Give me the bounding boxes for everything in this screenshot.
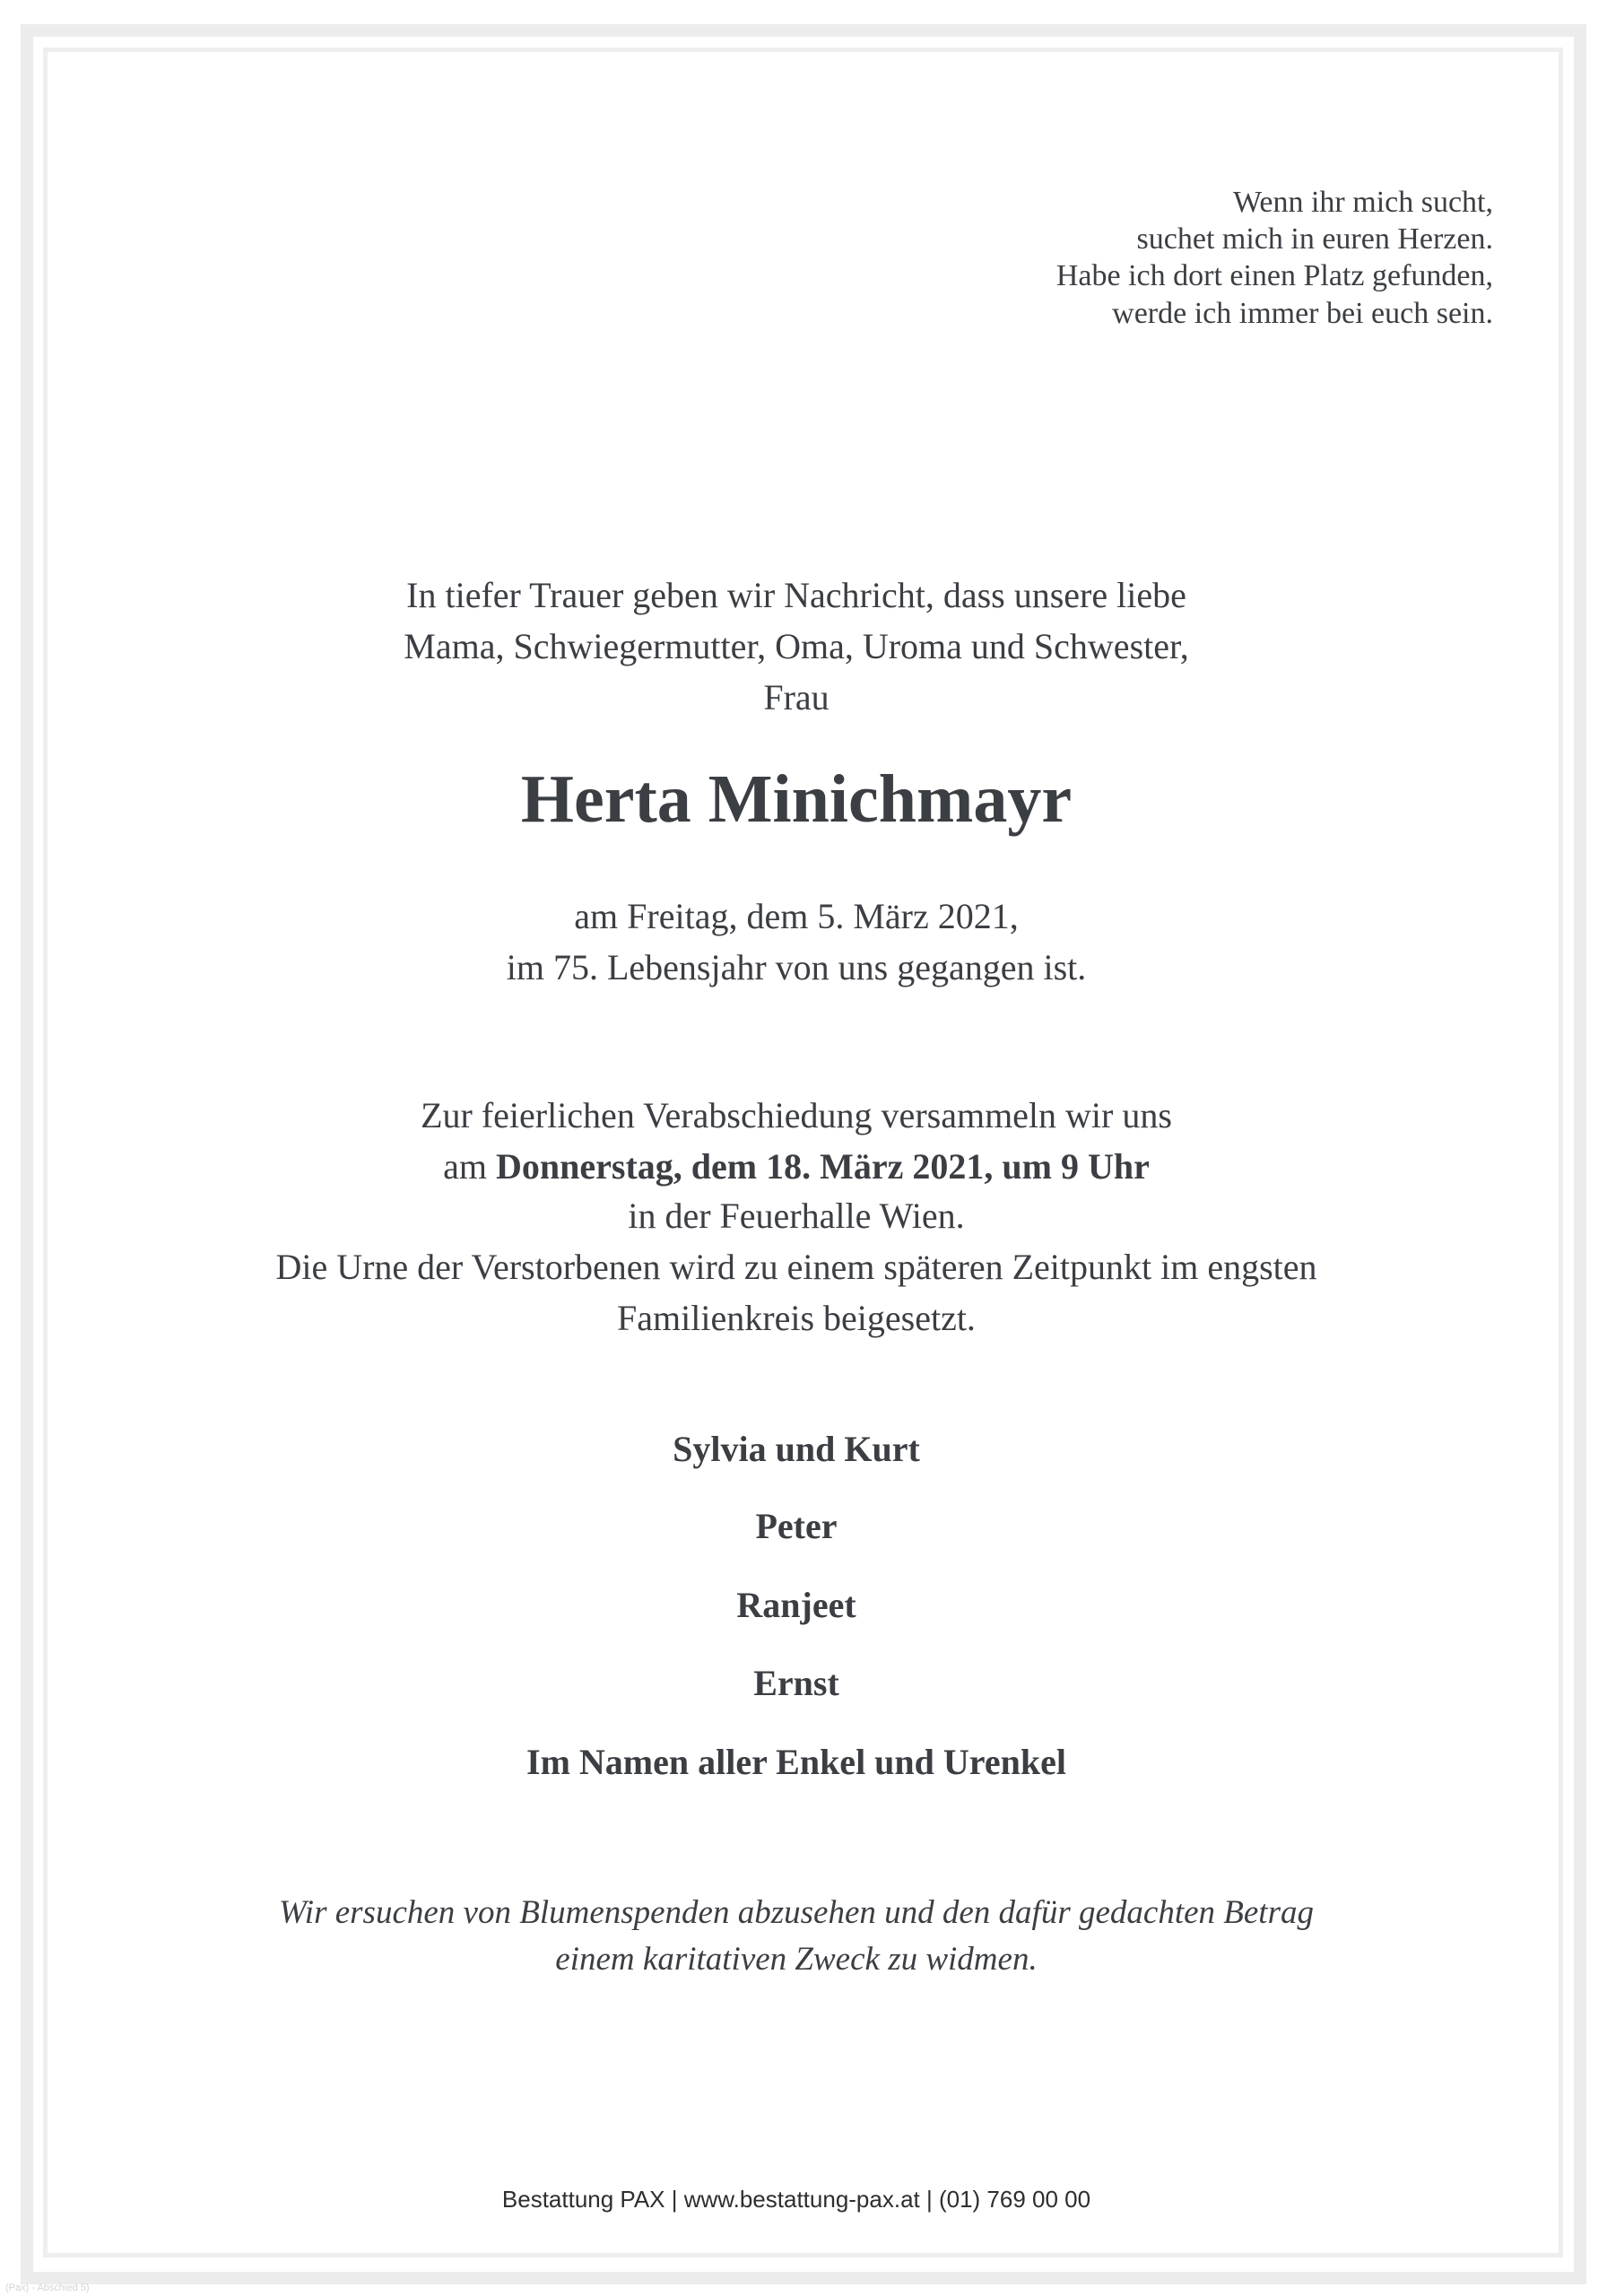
mourner: Ranjeet — [736, 1585, 856, 1625]
poem-line: Habe ich dort einen Platz gefunden, — [1055, 259, 1493, 292]
ceremony-date-line — [0, 1145, 1593, 1187]
corner-note: (Pax) - Abschied 5) — [5, 2283, 90, 2293]
poem-line: Wenn ihr mich sucht, — [1233, 186, 1493, 219]
ceremony-line: Zur feierlichen Verabschiedung versammeln wir uns — [421, 1095, 1172, 1135]
ceremony-prefix: am — [443, 1146, 497, 1187]
ceremony-line: Familienkreis beigesetzt. — [617, 1298, 976, 1338]
poem-line: suchet mich in euren Herzen. — [1136, 222, 1493, 256]
death-date: am Freitag, dem 5. März 2021, — [574, 896, 1019, 936]
mourner: Im Namen aller Enkel und Urenkel — [526, 1742, 1066, 1782]
intro-line: In tiefer Trauer geben wir Nachricht, dass unsere liebe — [406, 575, 1186, 615]
mourner: Sylvia und Kurt — [673, 1429, 920, 1469]
mourner: Ernst — [753, 1663, 839, 1703]
donation-line: einem karitativen Zweck zu widmen. — [555, 1941, 1038, 1978]
ceremony-location: in der Feuerhalle Wien. — [628, 1196, 965, 1236]
ceremony-date: Donnerstag, dem 18. März 2021, um 9 Uhr — [496, 1146, 1150, 1187]
footer-contact: Bestattung PAX | www.bestattung-pax.at | (01) 769 00 00 — [501, 2186, 1091, 2213]
death-age: im 75. Lebensjahr von uns gegangen ist. — [506, 947, 1087, 987]
donation-line: Wir ersuchen von Blumenspenden abzusehen und den dafür gedachten Betrag — [279, 1894, 1314, 1931]
poem-line: werde ich immer bei euch sein. — [1112, 297, 1493, 330]
deceased-name: Herta Minichmayr — [520, 761, 1073, 837]
ceremony-line: Die Urne der Verstorbenen wird zu einem späteren Zeitpunkt im engsten — [275, 1247, 1317, 1287]
intro-line: Frau — [763, 677, 830, 718]
mourner: Peter — [755, 1506, 838, 1546]
intro-line: Mama, Schwiegermutter, Oma, Uroma und Schwester, — [404, 626, 1189, 666]
